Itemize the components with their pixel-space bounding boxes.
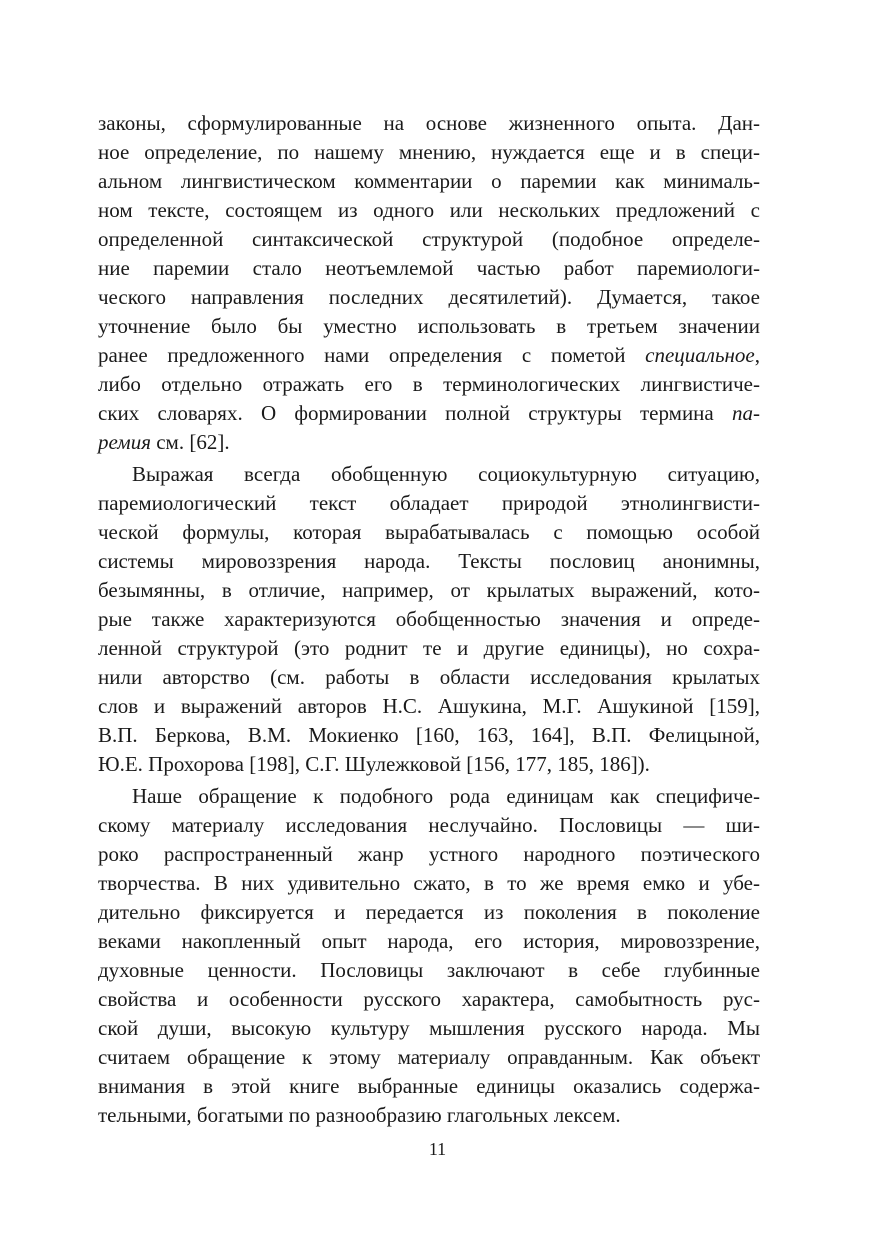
text-line: законы, сформулированные на основе жизненного опыта. Дан- <box>98 111 760 135</box>
text-segment: ранее предложенного нами определения с пометой <box>98 343 646 367</box>
text-line: уточнение было бы уместно использовать в третьем значении <box>98 314 760 338</box>
italic-term: ремия <box>98 430 151 454</box>
text-line: считаем обращение к этому материалу оправданным. Как объект <box>98 1045 760 1069</box>
italic-term: специальное <box>645 343 755 367</box>
text-line: определенной синтаксической структурой (подобное определе- <box>98 227 760 251</box>
text-line: ленной структурой (это роднит те и другие единицы), но сохра- <box>98 636 760 660</box>
text-segment: см. [62]. <box>150 430 230 454</box>
text-line: творчества. В них удивительно сжато, в то же время емко и убе- <box>98 871 760 895</box>
text-line: паремиологический текст обладает природой этнолингвисти- <box>98 491 760 515</box>
text-line: ние паремии стало неотъемлемой частью работ паремиологи- <box>98 256 760 280</box>
text-line: безымянны, в отличие, например, от крылатых выражений, кото- <box>98 578 760 602</box>
text-line: рые также характеризуются обобщенностью значения и опреде- <box>98 607 760 631</box>
text-line: скому материалу исследования неслучайно. Пословицы — ши- <box>98 813 760 837</box>
paragraph <box>98 460 760 779</box>
text-line: системы мировоззрения народа. Тексты пословиц анонимны, <box>98 549 760 573</box>
text-line: слов и выражений авторов Н.С. Ашукина, М.Г. Ашукиной [159], <box>98 694 760 718</box>
text-line: ческого направления последних десятилетий). Думается, такое <box>98 285 760 309</box>
italic-term: па- <box>732 401 760 425</box>
text-line: свойства и особенности русского характера, самобытность рус- <box>98 987 760 1011</box>
page-body <box>98 109 760 1130</box>
text-line: Наше обращение к подобного рода единицам как специфиче- <box>132 784 760 808</box>
text-line: нили авторство (см. работы в области исследования крылатых <box>98 665 760 689</box>
page-number: 11 <box>428 1139 447 1159</box>
text-line: дительно фиксируется и передается из поколения в поколение <box>98 900 760 924</box>
text-line: духовные ценности. Пословицы заключают в себе глубинные <box>98 958 760 982</box>
paragraph <box>98 109 760 457</box>
text-segment: ских словарях. О формировании полной структуры термина <box>98 401 732 425</box>
text-line: ное определение, по нашему мнению, нуждается еще и в специ- <box>98 140 760 164</box>
text-line: Ю.Е. Прохорова [198], С.Г. Шулежковой [156, 177, 185, 186]). <box>98 752 650 776</box>
text-line <box>98 341 760 370</box>
text-line: роко распространенный жанр устного народного поэтического <box>98 842 760 866</box>
text-line: ном тексте, состоящем из одного или нескольких предложений с <box>98 198 760 222</box>
text-line <box>98 399 760 428</box>
text-segment: , <box>754 343 760 367</box>
text-line: внимания в этой книге выбранные единицы оказались содержа- <box>98 1074 760 1098</box>
text-line: тельными, богатыми по разнообразию глагольных лексем. <box>98 1103 621 1127</box>
text-line: веками накопленный опыт народа, его история, мировоззрение, <box>98 929 760 953</box>
text-line: ской души, высокую культуру мышления русского народа. Мы <box>98 1016 760 1040</box>
paragraph <box>98 782 760 1130</box>
text-line <box>98 428 760 457</box>
text-line: либо отдельно отражать его в терминологических лингвистиче- <box>98 372 760 396</box>
text-line: Выражая всегда обобщенную социокультурную ситуацию, <box>132 462 760 486</box>
text-line: альном лингвистическом комментарии о паремии как минималь- <box>98 169 760 193</box>
text-line: ческой формулы, которая вырабатывалась с помощью особой <box>98 520 760 544</box>
text-line: В.П. Беркова, В.М. Мокиенко [160, 163, 164], В.П. Фелицыной, <box>98 723 760 747</box>
